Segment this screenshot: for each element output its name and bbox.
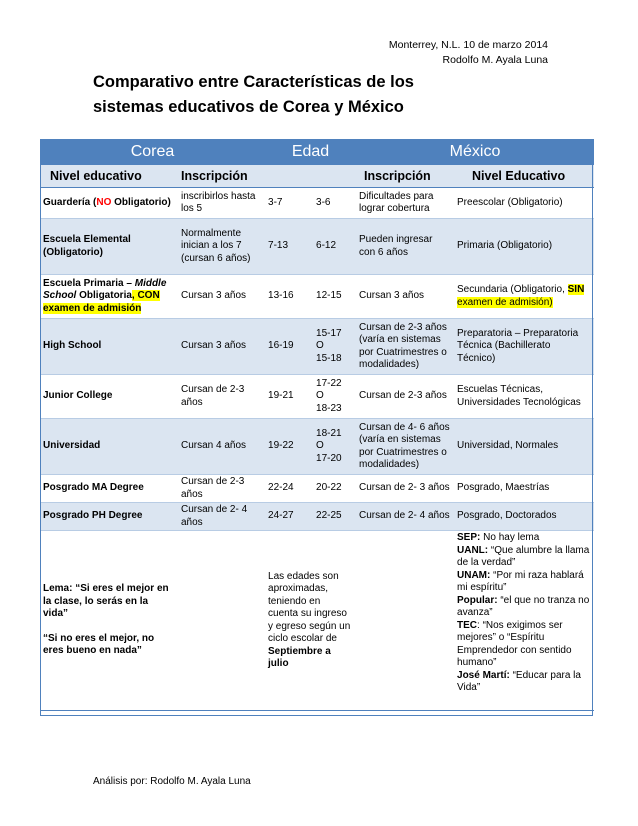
title-line-1: Comparativo entre Características de los bbox=[93, 73, 414, 91]
age-kr: 19-21 bbox=[265, 375, 313, 419]
motto-name: José Martí: bbox=[457, 669, 510, 681]
subheader-level-mx: Nivel Educativo bbox=[454, 165, 594, 188]
mx-enroll: Cursan 3 años bbox=[356, 275, 454, 319]
motto-item bbox=[457, 532, 591, 545]
age-mx: 12-15 bbox=[313, 275, 356, 319]
motto-item bbox=[457, 620, 591, 670]
age-mx: 6-12 bbox=[313, 219, 356, 275]
mx-enroll: Cursan de 2-3 años (varía en sistemas por Cuatrimestres o modalidades) bbox=[356, 319, 454, 375]
kr-enroll: Cursan de 2-3 años bbox=[178, 475, 265, 503]
header-author: Rodolfo M. Ayala Luna bbox=[442, 54, 548, 66]
table-row bbox=[40, 219, 594, 275]
kr-enroll: Cursan 3 años bbox=[178, 275, 265, 319]
motto-item bbox=[457, 670, 591, 695]
age-kr: 22-24 bbox=[265, 475, 313, 503]
age-kr: 13-16 bbox=[265, 275, 313, 319]
motto-text: “Educar para la Vida” bbox=[457, 669, 581, 693]
subheader-level-kr: Nivel educativo bbox=[40, 165, 178, 188]
subheader-enroll-kr: Inscripción bbox=[178, 165, 265, 188]
title-line-2: sistemas educativos de Corea y México bbox=[93, 98, 404, 116]
age-kr: 24-27 bbox=[265, 503, 313, 531]
motto-name: UANL: bbox=[457, 544, 489, 556]
table-row bbox=[40, 319, 594, 375]
kr-level: Posgrado PH Degree bbox=[40, 503, 178, 531]
table-row bbox=[40, 188, 594, 219]
kr-enroll: Cursan 3 años bbox=[178, 319, 265, 375]
header-age: Edad bbox=[265, 139, 356, 165]
motto-text: “Por mi raza hablará mi espíritu” bbox=[457, 569, 584, 593]
kr-enroll: Cursan de 2-3 años bbox=[178, 375, 265, 419]
kr-enroll: inscribirlos hasta los 5 bbox=[178, 188, 265, 219]
age-mx: 20-22 bbox=[313, 475, 356, 503]
motto-text: “Que alumbre la llama de la verdad” bbox=[457, 544, 590, 568]
mx-enroll: Cursan de 4- 6 años (varía en sistemas por Cuatrimestres o modalidades) bbox=[356, 419, 454, 475]
mx-enroll: Cursan de 2- 4 años bbox=[356, 503, 454, 531]
header-korea: Corea bbox=[40, 139, 265, 165]
kr-level: Escuela Primaria – Middle School Obligatoria, CON examen de admisión bbox=[40, 275, 178, 319]
motto-name: Popular: bbox=[457, 594, 498, 606]
motto-name: UNAM: bbox=[457, 569, 491, 581]
motto-text: “el que no tranza no avanza” bbox=[457, 594, 590, 618]
table-top-header-row bbox=[40, 139, 594, 165]
kr-enroll: Cursan de 2- 4 años bbox=[178, 503, 265, 531]
motto-text: No hay lema bbox=[480, 532, 540, 543]
age-mx: 18-21 O 17-20 bbox=[313, 419, 356, 475]
age-note: Las edades son aproximadas, teniendo en cuenta su ingreso y egreso según un ciclo escolar de Septiembre a julio bbox=[265, 531, 356, 711]
kr-level: Escuela Elemental (Obligatorio) bbox=[40, 219, 178, 275]
footer-analysis: Análisis por: Rodolfo M. Ayala Luna bbox=[93, 776, 251, 787]
table-row bbox=[40, 475, 594, 503]
kr-level: Junior College bbox=[40, 375, 178, 419]
document-title bbox=[93, 70, 553, 120]
kr-level: Posgrado MA Degree bbox=[40, 475, 178, 503]
age-mx: 3-6 bbox=[313, 188, 356, 219]
mx-level: Posgrado, Maestrías bbox=[454, 475, 594, 503]
motto-item bbox=[457, 570, 591, 595]
table-row bbox=[40, 419, 594, 475]
mx-mottos bbox=[454, 531, 594, 711]
document-header bbox=[389, 38, 548, 68]
mx-enroll: Dificultades para lograr cobertura bbox=[356, 188, 454, 219]
kr-level: Universidad bbox=[40, 419, 178, 475]
age-mx: 17-22 O 18-23 bbox=[313, 375, 356, 419]
subheader-enroll-mx: Inscripción bbox=[356, 165, 454, 188]
table-row-mottos bbox=[40, 531, 594, 711]
motto-item bbox=[457, 545, 591, 570]
place-date: Monterrey, N.L. 10 de marzo 2014 bbox=[388, 39, 548, 51]
mx-level: Posgrado, Doctorados bbox=[454, 503, 594, 531]
mx-level: Secundaria (Obligatorio, SIN examen de admisión) bbox=[454, 275, 594, 319]
table-row bbox=[40, 503, 594, 531]
kr-enroll: Cursan 4 años bbox=[178, 419, 265, 475]
mx-level: Universidad, Normales bbox=[454, 419, 594, 475]
motto-item bbox=[457, 595, 591, 620]
age-mx: 22-25 bbox=[313, 503, 356, 531]
mx-level: Primaria (Obligatorio) bbox=[454, 219, 594, 275]
mx-enroll: Cursan de 2- 3 años bbox=[356, 475, 454, 503]
mx-level: Preparatoria – Preparatoria Técnica (Bachillerato Técnico) bbox=[454, 319, 594, 375]
header-mexico: México bbox=[356, 139, 594, 165]
age-kr: 19-22 bbox=[265, 419, 313, 475]
motto-name: TEC bbox=[457, 619, 478, 631]
table-row bbox=[40, 375, 594, 419]
age-kr: 16-19 bbox=[265, 319, 313, 375]
mx-enroll: Cursan de 2-3 años bbox=[356, 375, 454, 419]
kr-motto: Lema: “Si eres el mejor en la clase, lo serás en la vida” “Si no eres el mejor, no eres bueno en nada” bbox=[40, 531, 178, 711]
kr-enroll: Normalmente inician a los 7 (cursan 6 años) bbox=[178, 219, 265, 275]
mx-enroll: Pueden ingresar con 6 años bbox=[356, 219, 454, 275]
age-kr: 7-13 bbox=[265, 219, 313, 275]
motto-text: : “Nos exigimos ser mejores” o “Espíritu Emprendedor con sentido humano” bbox=[457, 619, 572, 668]
table-row bbox=[40, 275, 594, 319]
motto-name: SEP: bbox=[457, 532, 481, 543]
kr-level: Guardería (NO Obligatorio) bbox=[40, 188, 178, 219]
table-sub-header-row bbox=[40, 165, 594, 188]
kr-level: High School bbox=[40, 319, 178, 375]
mx-level: Escuelas Técnicas, Universidades Tecnológicas bbox=[454, 375, 594, 419]
comparison-table bbox=[40, 139, 594, 711]
age-mx: 15-17 O 15-18 bbox=[313, 319, 356, 375]
age-kr: 3-7 bbox=[265, 188, 313, 219]
mx-level: Preescolar (Obligatorio) bbox=[454, 188, 594, 219]
